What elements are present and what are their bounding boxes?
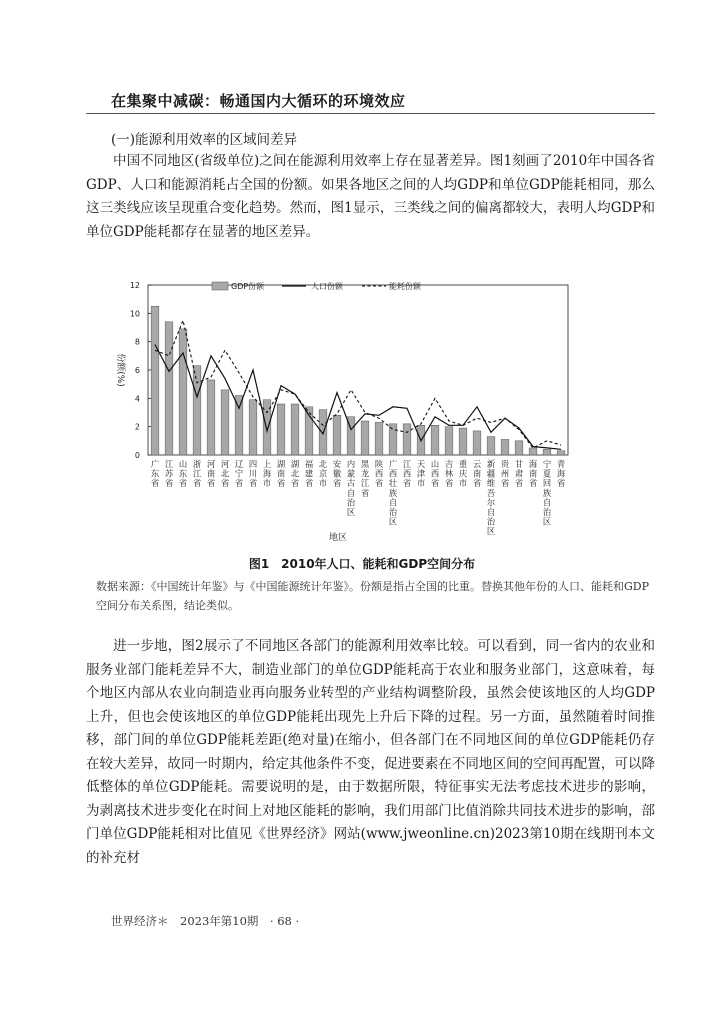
x-tick-label: 吉林省 [444, 459, 454, 489]
gdp-bar [459, 428, 467, 455]
gdp-bar [501, 439, 509, 455]
x-tick-label: 宁夏回族自治区 [542, 459, 552, 527]
gdp-bar [389, 424, 397, 455]
gdp-bar [515, 441, 523, 455]
gdp-bar [361, 421, 369, 455]
gdp-bar [445, 427, 453, 455]
x-tick-label: 湖北省 [290, 459, 300, 489]
figure-note: 数据来源：《中国统计年鉴》与《中国能源统计年鉴》。份额是指占全国的比重。替换其他年份的人口、能耗和GDP空间分布关系图，结论类似。 [96, 580, 650, 612]
legend-population-label: 人口份额 [311, 282, 343, 291]
x-tick-label: 山西省 [430, 459, 440, 489]
population-line [155, 345, 561, 450]
x-tick-label: 辽宁省 [234, 459, 244, 489]
x-tick-label: 广西壮族自治区 [388, 459, 398, 527]
y-tick-label: 6 [134, 366, 140, 375]
x-tick-label: 贵州省 [500, 459, 510, 489]
x-tick-label: 内蒙古自治区 [346, 459, 356, 517]
legend-gdp-label: GDP份额 [231, 282, 265, 291]
y-tick-label: 2 [134, 422, 140, 432]
x-tick-label: 甘肃省 [514, 459, 524, 489]
x-tick-label: 青海省 [556, 459, 566, 489]
header-rule [86, 113, 655, 114]
gdp-bar [473, 431, 481, 455]
gdp-bar [529, 448, 537, 455]
x-tick-label: 广东省 [150, 459, 160, 489]
x-tick-label: 浙江省 [192, 459, 202, 489]
legend [212, 281, 422, 291]
gdp-bar [375, 422, 383, 455]
gdp-bar [543, 449, 551, 455]
x-tick-label: 陕西省 [374, 459, 384, 489]
page-footer: 世界经济＊ 2023年第10期 · 68 · [111, 914, 300, 928]
gdp-bar [249, 400, 257, 455]
x-tick-label: 新疆维吾尔自治区 [486, 459, 496, 537]
y-tick-label: 10 [129, 309, 140, 319]
legend-gdp-swatch [212, 282, 228, 290]
y-tick-label: 0 [134, 451, 140, 460]
gdp-bar [305, 407, 313, 455]
x-tick-label: 四川省 [248, 459, 258, 489]
x-axis-label: 地区 [328, 533, 348, 543]
gdp-bar [403, 424, 411, 455]
gdp-bar [487, 437, 495, 455]
x-tick-label: 安徽省 [332, 459, 342, 489]
x-tick-label: 天津市 [416, 459, 426, 489]
paragraph-1: 中国不同地区(省级单位)之间在能源利用效率上存在显著差异。图1刻画了2010年中国各省GDP、人口和能源消耗占全国的份额。如果各地区之间的人均GDP和单位GDP能耗相同，那么这三类线应该呈现重合变化趋势。然而，图1显示，三类线之间的偏离都较大，表明人均GDP和单位GDP能耗都存在显著的地区差异。 [86, 153, 655, 240]
gdp-bar [277, 404, 285, 455]
gdp-bar [193, 366, 201, 455]
gdp-bar [431, 425, 439, 455]
x-tick-label: 北京市 [318, 459, 328, 489]
gdp-bar [179, 329, 187, 455]
y-tick-label: 4 [134, 394, 140, 404]
gdp-bar [221, 390, 229, 455]
x-tick-label: 海南省 [528, 459, 538, 489]
x-tick-label: 江苏省 [164, 459, 174, 489]
y-tick-label: 12 [129, 281, 140, 290]
energy-line [155, 320, 561, 448]
legend-energy-label: 能耗份额 [389, 282, 421, 291]
x-tick-label: 上海市 [262, 459, 272, 489]
gdp-bar [235, 396, 243, 456]
gdp-bar [333, 415, 341, 455]
x-tick-label: 黑龙江省 [360, 459, 370, 498]
x-tick-label: 福建省 [304, 459, 314, 489]
gdp-bar [557, 451, 565, 455]
x-tick-label: 山东省 [178, 459, 188, 489]
gdp-bar [207, 380, 215, 455]
paragraph-2: 进一步地，图2展示了不同地区各部门的能源利用效率比较。可以看到，同一省内的农业和服务业部门能耗差异不大，制造业部门的单位GDP能耗高于农业和服务业部门，这意味着，每个地区内部从农业向制造业再向服务业转型的产业结构调整阶段，虽然会使该地区的人均GDP上升，但也会使该地区的单位GDP能耗出现先上升后下降的过程。另一方面，虽然随着时间推移，部门间的单位GDP能耗差距(绝对量)在缩小，但各部门在不同地区间的单位GDP能耗仍存在较大差异，故同一时期内，给定其他条件不变，促进要素在不同地区间的空间再配置，可以降低整体的单位GDP能耗。需要说明的是，由于数据所限，特征事实无法考虑技术进步的影响，为剥离技术进步变化在时间上对地区能耗的影响，我们用部门比值消除共同技术进步的影响，部门单位GDP能耗相对比值见《世界经济》网站(www.jweonline.cn)2023第10期在线期刊本文的补充材 [86, 638, 655, 866]
x-tick-label: 河南省 [206, 459, 216, 489]
figure-1-chart [86, 272, 586, 547]
figure-caption: 图1 2010年人口、能耗和GDP空间分布 [248, 557, 476, 571]
gdp-bar [165, 322, 173, 455]
gdp-bar [291, 404, 299, 455]
x-tick-label: 云南省 [472, 459, 482, 489]
x-tick-label: 江西省 [402, 459, 412, 489]
x-tick-label: 湖南省 [276, 459, 286, 489]
y-tick-label: 8 [134, 337, 140, 347]
running-head: 在集聚中减碳：畅通国内大循环的环境效应 [111, 92, 406, 110]
section-title: (一)能源利用效率的区域间差异 [111, 132, 298, 148]
y-axis-label: 份额(%) [115, 353, 125, 387]
gdp-bar [151, 306, 159, 455]
x-tick-label: 重庆市 [458, 459, 468, 489]
x-tick-label: 河北省 [220, 459, 230, 489]
